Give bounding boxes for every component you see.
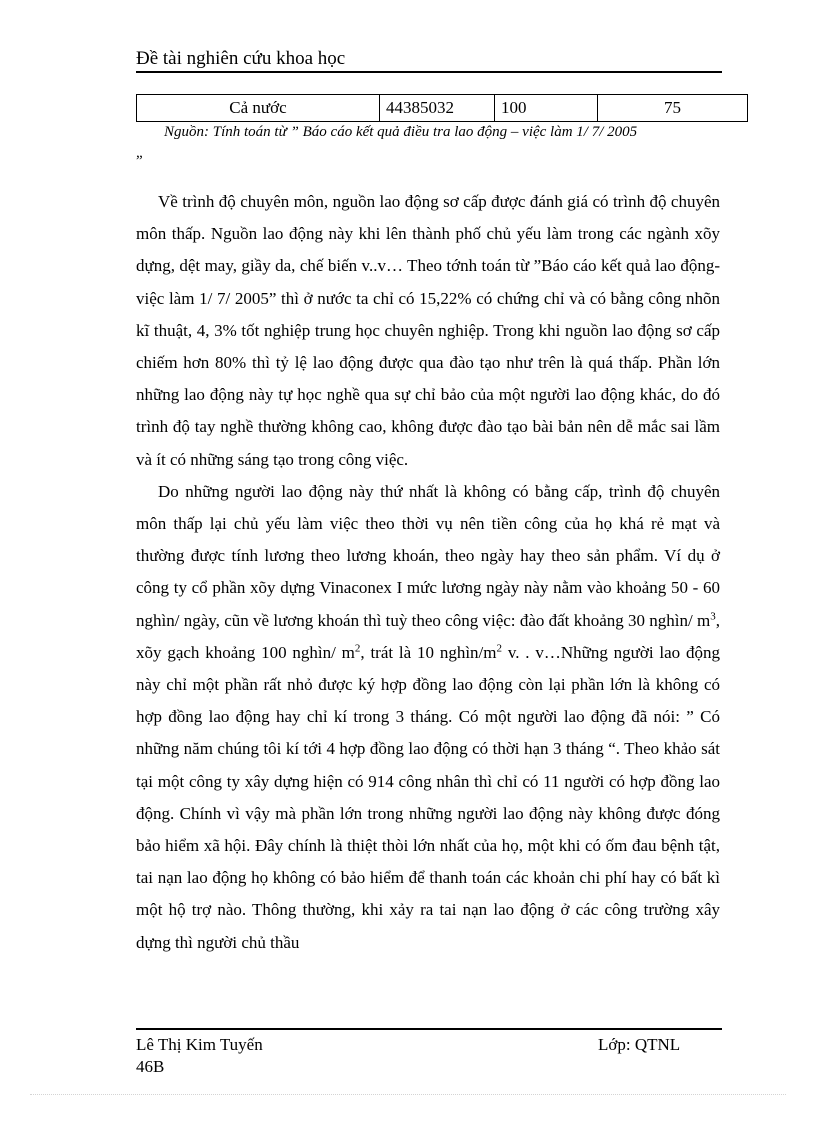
superscript-squared: 2 [354,642,361,655]
table-cell-count: 44385032 [380,95,495,122]
paragraph-2-part-c: , trát là 10 nghìn/m [360,642,497,662]
footer-rule [136,1028,722,1030]
header-rule [136,71,722,73]
header-title: Đề tài nghiên cứu khoa học [136,48,346,69]
footer-class-code: 46B [136,1057,165,1076]
superscript-cubed: 3 [710,609,716,622]
paragraph-2 [136,476,720,959]
footer-class: Lớp: QTNL [598,1035,681,1054]
page-bottom-divider [30,1094,786,1095]
statistics-table [136,94,748,122]
footer-author-name: Lê Thị Kim Tuyến [136,1035,263,1054]
table-cell-value: 75 [598,95,748,122]
table-cell-region: Cả nước [137,95,380,122]
table-row [137,95,748,122]
body-text [136,186,720,959]
paragraph-2-part-b: , xõy gạch khoảng 100 nghìn/ m [136,610,720,662]
source-note: Nguồn: Tính toán từ ” Báo cáo kết quả điều tra lao động – việc làm 1/ 7/ 2005 [164,124,638,140]
table-cell-percent: 100 [495,95,598,122]
paragraph-1: Về trình độ chuyên môn, nguồn lao động sơ cấp được đánh giá có trình độ chuyên môn thấp. Nguồn lao động này khi lên thành phố chủ yếu làm trong các ngành xõy dựng, dệt may, giầy da, chế biến v..v… Theo tớnh toán từ ”Báo cáo kết quả lao động- việc làm 1/ 7/ 2005” thì ở nước ta chỉ có 15,22% có chứng chỉ và có bằng công nhõn kĩ thuật, 4, 3% tốt nghiệp trung học chuyên nghiệp. Trong khi nguồn lao động sơ cấp chiếm hơn 80% thì tỷ lệ lao động được qua đào tạo như trên là quá thấp. Phần lớn những lao động này tự học nghề qua sự chỉ bảo của một người lao động khác, do đó trình độ tay nghề thường không cao, không được đào tạo bài bản nên dễ mắc sai lầm và ít có những sáng tạo trong công việc. [136,192,720,469]
superscript-squared-2: 2 [496,642,502,655]
source-note-closing-quote: ” [136,153,143,169]
paragraph-2-part-a: Do những người lao động này thứ nhất là không có bằng cấp, trình độ chuyên môn thấp lại chủ yếu làm việc theo thời vụ nên tiền công của họ khá rẻ mạt và thường được tính lương theo lương khoán, theo ngày hay theo sản phẩm. Ví dụ ở công ty cổ phần xõy dựng Vinaconex I mức lương ngày này nằm vào khoảng 50 - 60 nghìn/ ngày, cũn về lương khoán thì tuỳ theo công việc: đào đất khoảng 30 nghìn/ m [136,481,720,630]
paragraph-2-part-d: v. . v…Những người lao động này chỉ một phần rất nhỏ được ký hợp đồng lao động còn lại phần lớn là không có hợp đồng lao động hay chỉ kí trong 3 tháng. Có một người lao động đã nói: ” Có những năm chúng tôi kí tới 4 hợp đồng lao động có thời hạn 3 tháng “. Theo khảo sát tại một công ty xây dựng hiện có 914 công nhân thì chỉ có 11 người có hợp đồng lao động. Chính vì vậy mà phần lớn trong những người lao động này không được đóng bảo hiểm xã hội. Đây chính là thiệt thòi lớn nhất của họ, một khi có ốm đau bệnh tật, tai nạn lao động họ không có bảo hiểm để thanh toán các khoản chi phí hay có bất kì một hộ trợ nào. Thông thường, khi xảy ra tai nạn lao động ở các công trường xây dựng thì người chủ thầu [136,642,720,952]
